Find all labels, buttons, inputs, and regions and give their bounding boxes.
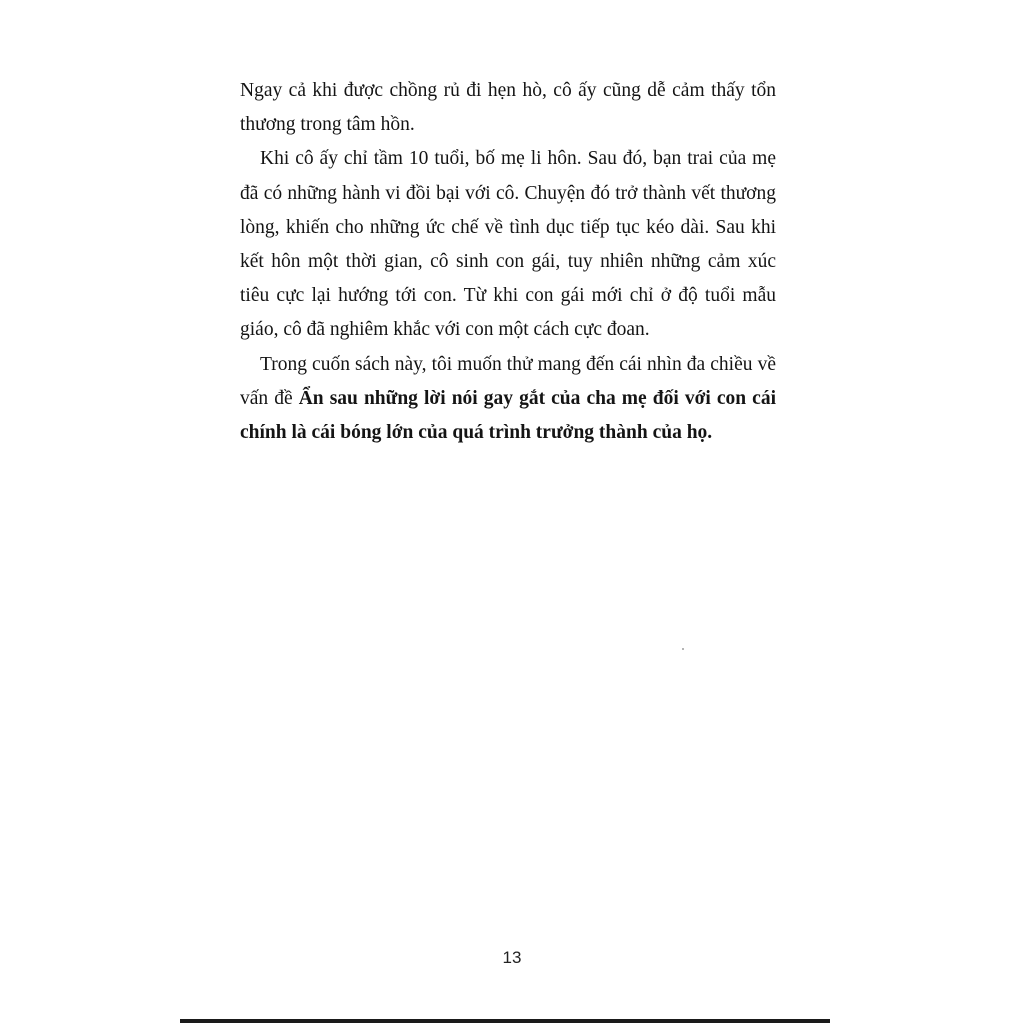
paragraph-3 — [240, 348, 776, 451]
page-bottom-edge — [180, 1019, 830, 1023]
paper-speck — [682, 648, 684, 650]
body-text — [240, 74, 776, 450]
paragraph-3-emphasis: Ẩn sau những lời nói gay gắt của cha mẹ đối với con cái chính là cái bóng lớn của quá trình trưởng thành của họ. — [240, 387, 777, 444]
paragraph-3-lead: Trong cuốn sách này, tôi muốn thử mang đến cái nhìn đa chiều về vấn đề — [240, 353, 776, 409]
page-number: 13 — [502, 948, 522, 967]
paragraph-1: Ngay cả khi được chồng rủ đi hẹn hò, cô ấy cũng dễ cảm thấy tổn thương trong tâm hồn. — [240, 80, 776, 136]
paragraph-2: Khi cô ấy chỉ tầm 10 tuổi, bố mẹ li hôn. Sau đó, bạn trai của mẹ đã có những hành vi đồi bại với cô. Chuyện đó trở thành vết thương lòng, khiến cho những ức chế về tình dục tiếp tục kéo dài. Sau khi kết hôn một thời gian, cô sinh con gái, tuy nhiên những cảm xúc tiêu cực lại hướng tới con. Từ khi con gái mới chỉ ở độ tuổi mẫu giáo, cô đã nghiêm khắc với con một cách cực đoan. — [240, 148, 776, 341]
